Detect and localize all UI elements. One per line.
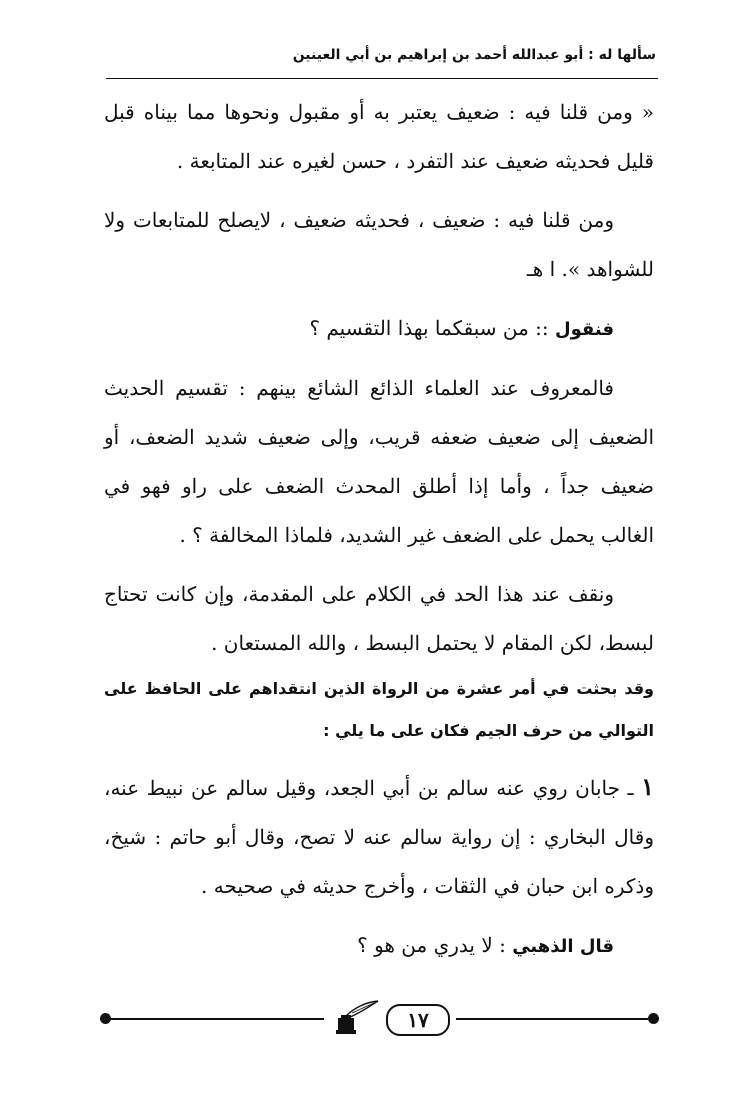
list-item-text: ـ جابان روي عنه سالم بن أبي الجعد، وقيل سالم عن نبيط عنه، وقال البخاري : إن رواية سالم عنه لا تصح، وقال أبو حاتم : شيخ، وذكره ابن حبان في الثقات ، وأخرج حديثه في صحيحه . <box>104 776 654 898</box>
running-header: سألها له : أبو عبدالله أحمد بن إبراهيم بن أبي العينين <box>292 47 656 63</box>
closing-paragraph: ونقف عند هذا الحد في الكلام على المقدمة، وإن كانت تحتاج لبسط، لكن المقام لا يحتمل البسط ، والله المستعان . <box>104 582 654 655</box>
quote-paragraph-1: « ومن قلنا فيه : ضعيف يعتبر به أو مقبول ونحوها مما بيناه قبل قليل فحديثه ضعيف عند التفرد ، حسن لغيره عند المتابعة . <box>104 100 654 173</box>
question-text: :: من سبقكما بهذا التقسيم ؟ <box>309 316 555 340</box>
header-rule <box>106 78 658 79</box>
question-paragraph <box>104 304 654 354</box>
page-footer <box>100 1000 660 1040</box>
list-item-1 <box>104 762 654 911</box>
dhahabi-quote <box>104 921 654 971</box>
list-item-number: ١ <box>641 772 654 801</box>
footer-rule-right <box>456 1018 648 1020</box>
inkwell-quill-icon <box>332 1000 380 1036</box>
dhahabi-text: : لا يدري من هو ؟ <box>357 933 513 957</box>
footer-rule-left <box>110 1018 324 1020</box>
footer-dot-right <box>648 1013 659 1024</box>
quote-paragraph-2: ومن قلنا فيه : ضعيف ، فحديثه ضعيف ، لايصلح للمتابعات ولا للشواهد ». ا هـ <box>104 208 654 281</box>
dhahabi-lead: قال الذهبي <box>512 936 614 957</box>
section-intro: وقد بحثت في أمر عشرة من الرواة الذين انتقداهم على الحافظ على التوالي من حرف الجيم فكان على ما يلي : <box>104 679 654 740</box>
question-lead: فنقول <box>555 319 614 340</box>
answer-paragraph: فالمعروف عند العلماء الذائع الشائع بينهم : تقسيم الحديث الضعيف إلى ضعيف ضعفه قريب، وإلى ضعيف شديد الضعف، أو ضعيف جداً ، وأما إذا أطلق المحدث الضعف على راو فهو في الغالب يحمل على الضعف غير الشديد، فلماذا المخالفة ؟ . <box>104 376 654 547</box>
page-number: ١٧ <box>386 1004 450 1036</box>
page-body <box>104 88 654 971</box>
